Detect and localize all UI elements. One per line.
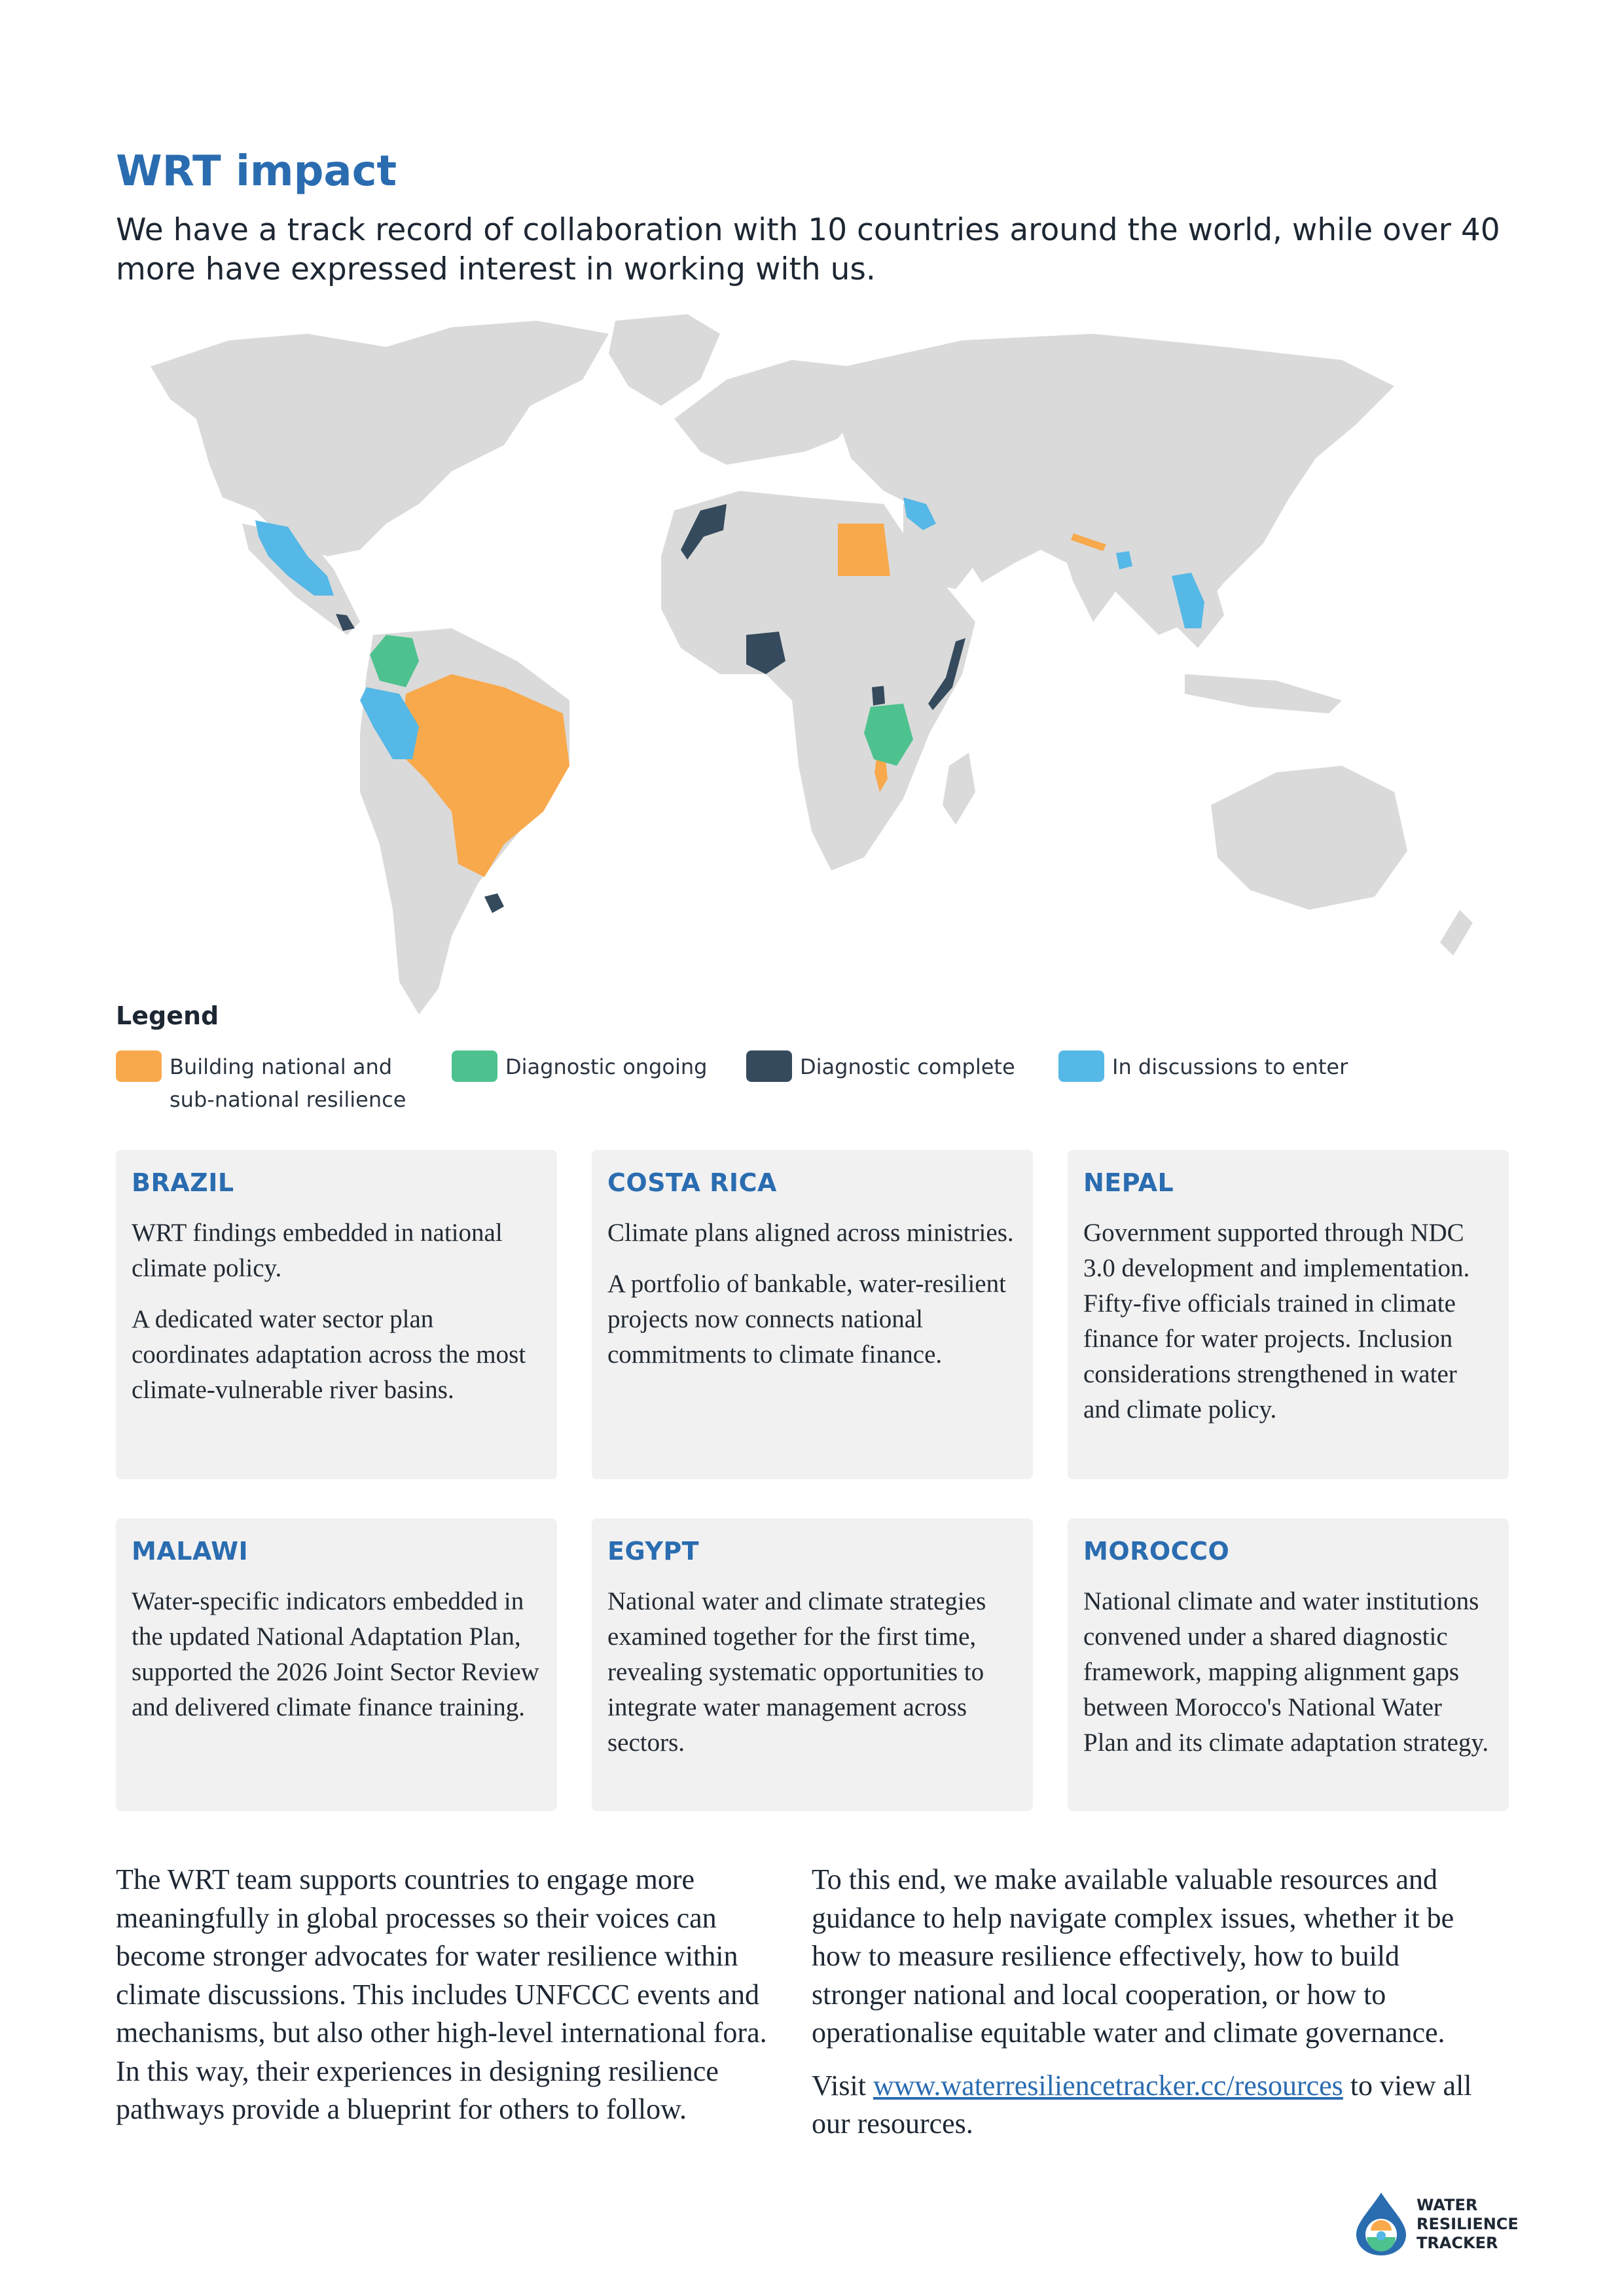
page-title: WRT impact — [116, 147, 397, 196]
card-title: MOROCCO — [1083, 1537, 1230, 1566]
legend-label-complete: Diagnostic complete — [800, 1054, 1015, 1079]
card-text: Climate plans aligned across ministries. — [607, 1219, 1014, 1247]
legend-item-discussions — [1058, 1050, 1348, 1083]
greenland-landmass — [609, 314, 720, 406]
card-title: EGYPT — [607, 1537, 700, 1566]
legend-label-ongoing: Diagnostic ongoing — [505, 1054, 708, 1079]
legend-item-building — [116, 1050, 406, 1116]
legend-label-building: Building national and sub-national resilience — [170, 1054, 406, 1112]
visit-prefix: Visit — [812, 2069, 873, 2102]
visit-suffix: to view all our resources. — [812, 2069, 1472, 2140]
indonesia-landmass — [1185, 674, 1342, 713]
card-text: Water-specific indicators embedded in the updated National Adaptation Plan, supported the 2026 Joint Sector Review and delivered climate finance training. — [132, 1587, 539, 1721]
bottom-right-text: To this end, we make available valuable resources and guidance to help navigate complex issues, whether it be how to measure resilience effectively, how to build stronger national and local cooperation, or how to operationalise equitable water and climate governance. — [812, 1863, 1454, 2049]
card-malawi — [116, 1518, 557, 1811]
egypt-region — [838, 524, 890, 576]
legend-item-ongoing — [452, 1050, 707, 1083]
card-title: NEPAL — [1083, 1168, 1174, 1197]
card-title: MALAWI — [132, 1537, 249, 1566]
north-america-landmass — [151, 321, 609, 556]
uganda-region — [872, 686, 885, 706]
new-zealand-landmass — [1440, 910, 1473, 956]
card-morocco — [1068, 1518, 1509, 1811]
swatch-discussions — [1058, 1050, 1104, 1082]
card-text: WRT findings embedded in national climate policy. — [132, 1219, 503, 1282]
bottom-right-column — [812, 1861, 1473, 2158]
card-text: A portfolio of bankable, water-resilient projects now connects national commitments to climate finance. — [607, 1270, 1006, 1369]
land-masses — [151, 314, 1473, 1014]
card-text: National water and climate strategies examined together for the first time, revealing systematic opportunities to integrate water management across sectors. — [607, 1587, 986, 1757]
bottom-left-text: The WRT team supports countries to engage more meaningfully in global processes so their voices can become stronger advocates for water resilience within climate discussions. This includes UNFCCC events and mechanisms, but also other high-level international fora. In this way, their experiences in designing resilience pathways provide a blueprint for others to follow. — [116, 1863, 767, 2125]
card-title: COSTA RICA — [607, 1168, 777, 1197]
madagascar-landmass — [943, 753, 975, 825]
swatch-complete — [746, 1050, 792, 1082]
swatch-ongoing — [452, 1050, 497, 1082]
card-text: National climate and water institutions convened under a shared diagnostic framework, mapping alignment gaps between Morocco's National Water Plan and its climate adaptation strategy. — [1083, 1587, 1489, 1757]
card-egypt — [592, 1518, 1033, 1811]
visit-line — [812, 2067, 1473, 2144]
card-text: Government supported through NDC 3.0 development and implementation. Fifty-five officials trained in climate finance for water projects. Inclusion considerations strengthened in water and climate policy. — [1083, 1219, 1470, 1424]
water-drop-logo-icon — [1354, 2191, 1409, 2257]
bottom-left-column — [116, 1861, 777, 2144]
card-title: BRAZIL — [132, 1168, 234, 1197]
card-costa-rica — [592, 1150, 1033, 1479]
wrt-logo — [1354, 2191, 1519, 2257]
intro-text: We have a track record of collaboration with 10 countries around the world, while over 40 more have expressed interest in working with us. — [116, 212, 1500, 287]
card-text: A dedicated water sector plan coordinates adaptation across the most climate-vulnerable river basins. — [132, 1305, 526, 1404]
legend-label-discussions: In discussions to enter — [1112, 1054, 1348, 1079]
resources-link[interactable]: www.waterresiliencetracker.cc/resources — [873, 2069, 1343, 2102]
australia-landmass — [1211, 766, 1407, 910]
world-map — [111, 308, 1551, 1028]
card-nepal — [1068, 1150, 1509, 1479]
legend-title: Legend — [116, 1001, 219, 1030]
uruguay-region — [484, 893, 504, 913]
logo-text: WATER RESILIENCE TRACKER — [1416, 2195, 1519, 2252]
legend-item-complete — [746, 1050, 1015, 1083]
swatch-building — [116, 1050, 162, 1082]
card-brazil — [116, 1150, 557, 1479]
europe-landmass — [674, 360, 864, 465]
